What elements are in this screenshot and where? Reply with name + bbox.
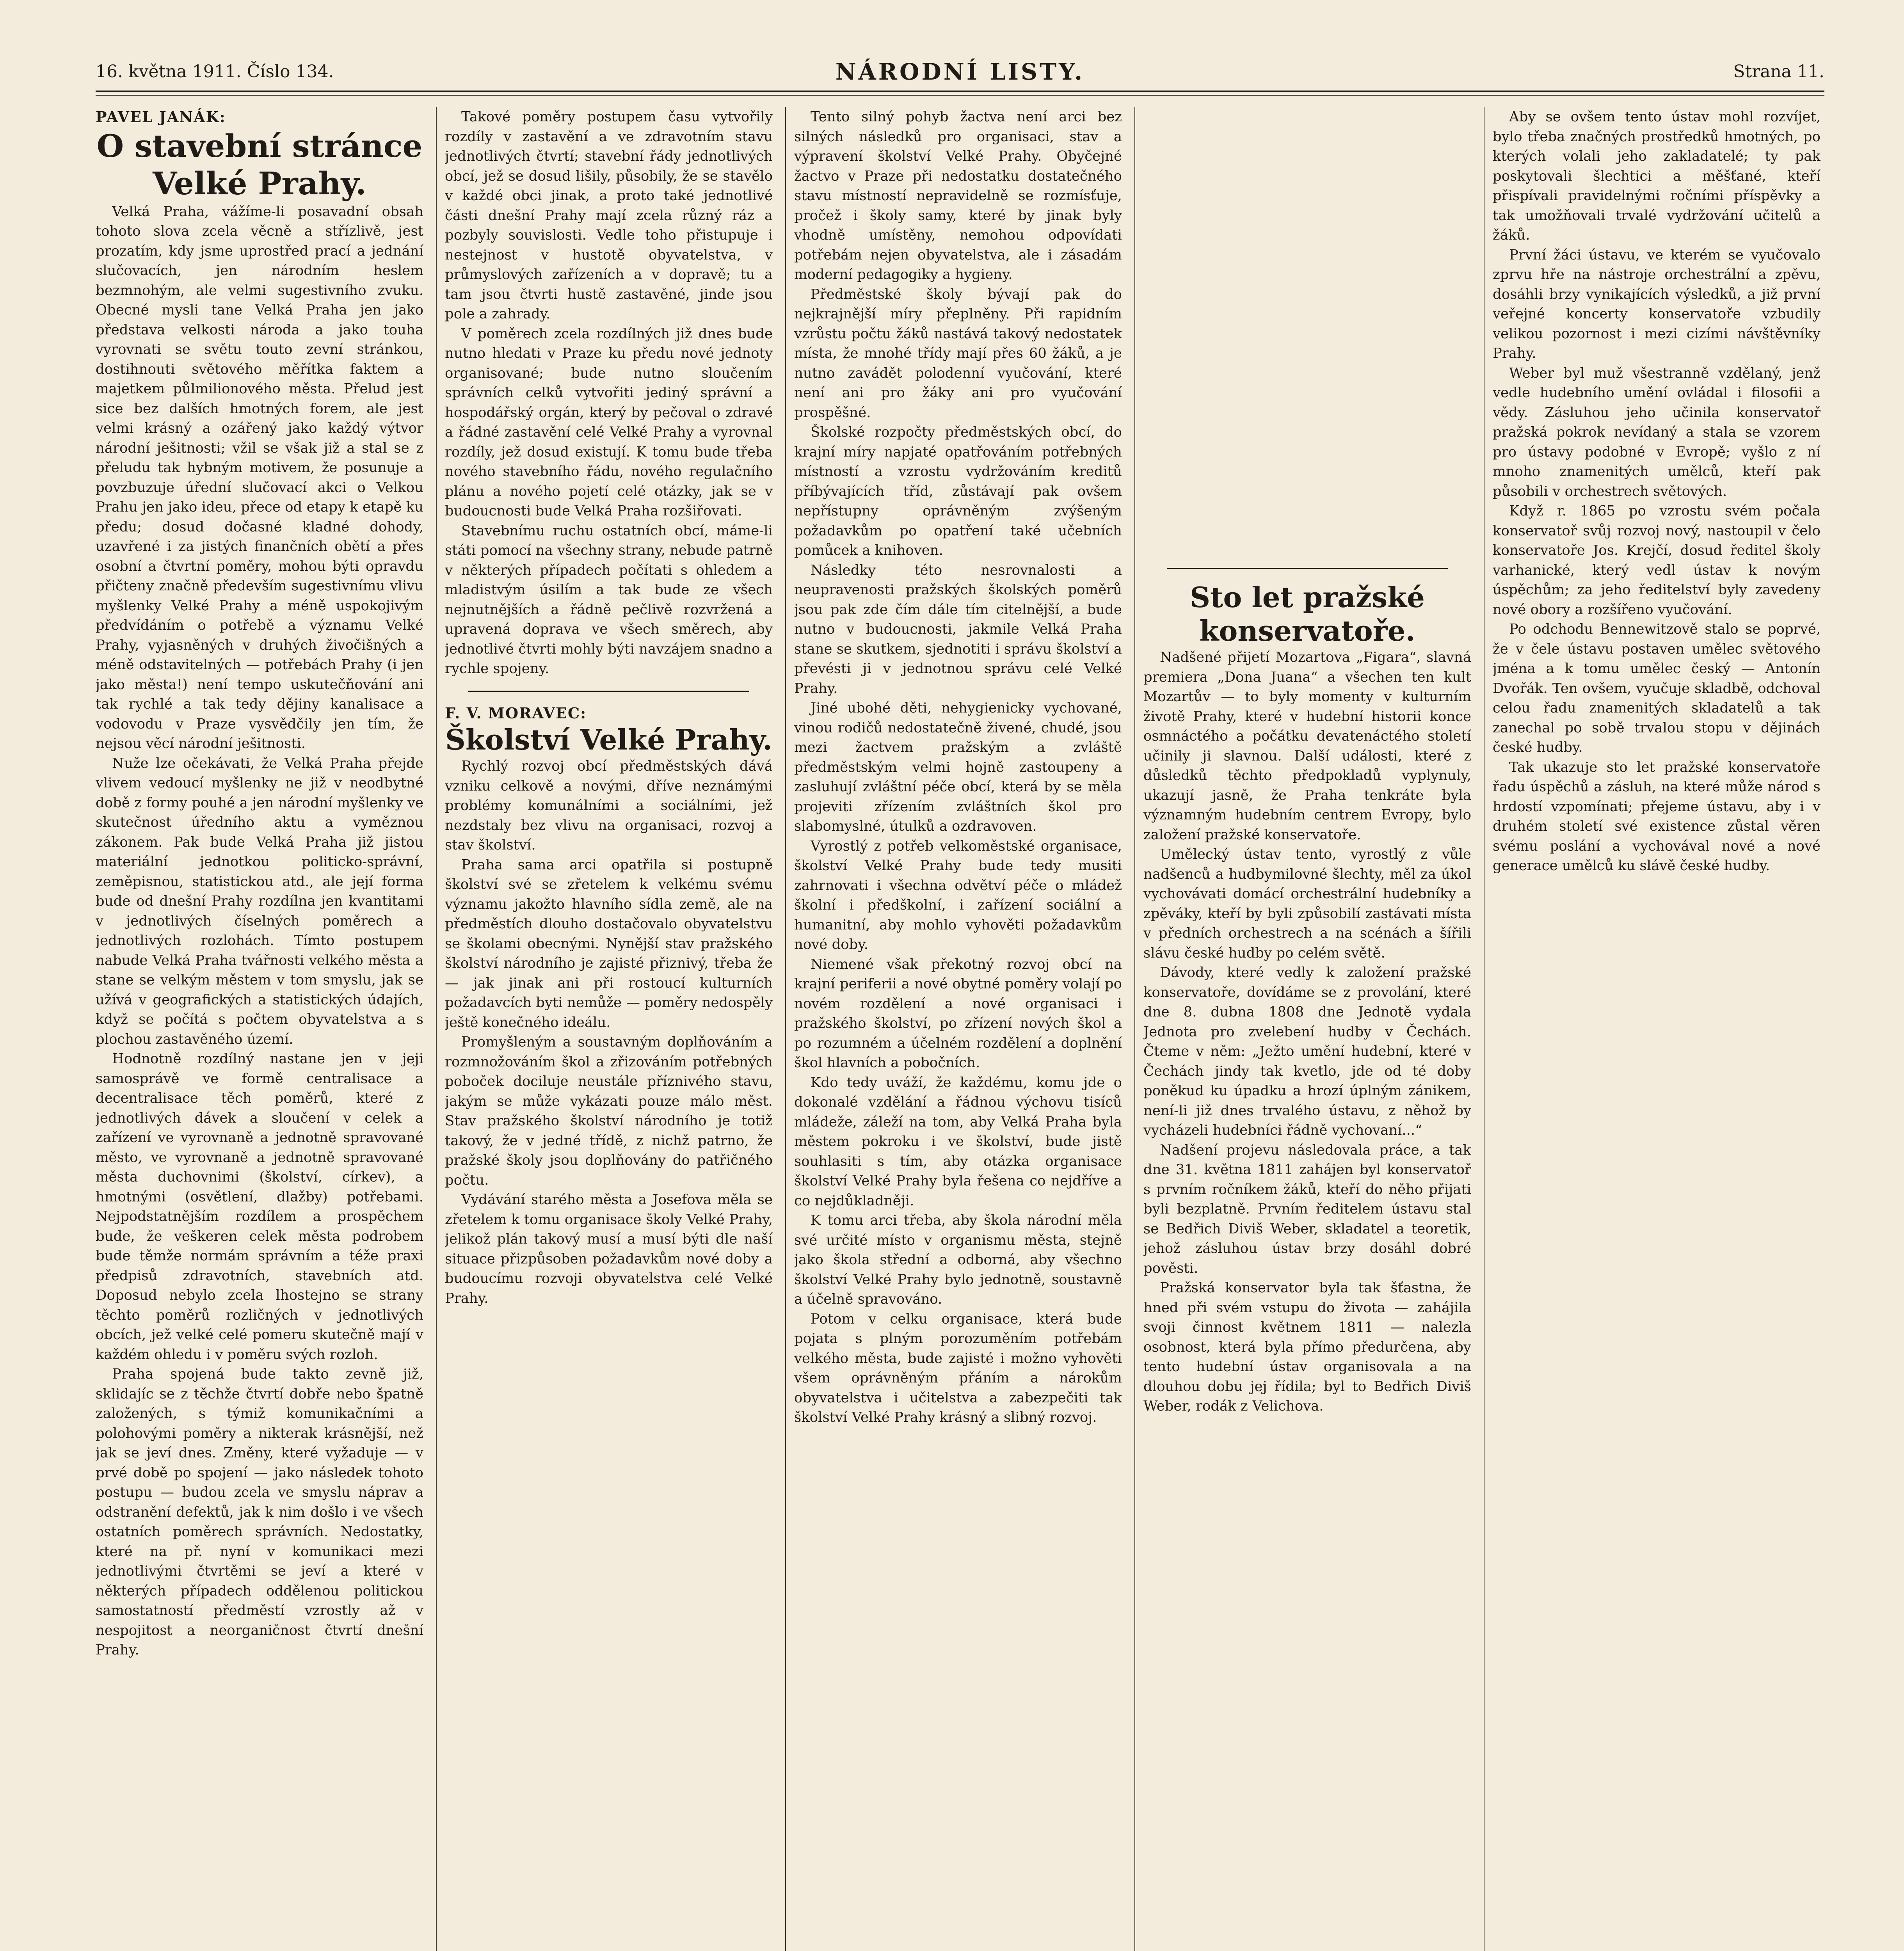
- column-4: [1143, 107, 1471, 1951]
- issue-date: 16. května 1911. Číslo 134.: [96, 62, 334, 82]
- article3-paragraph: Když r. 1865 po vzrostu svém počala konservatoř svůj rozvoj nový, nastoupil v čelo konservatoře Jos. Krejčí, dosud ředitel školy varhanické, který vedl ústav k novým úspěchům; za jeho ředitelství byly zavedeny nové obory a rozšířeno vyučování.: [1493, 503, 1820, 618]
- article1-paragraph: Velká Praha, vážíme-li posavadní obsah tohoto slova zcela věcně a střízlivě, jest prozatím, kdy jsme uprostřed prací a jednání slučovacích, jen národním heslem bezmnohým, ale velmi sugestivního zvuku. Obecné mysli tane Velká Praha jen jako představa velkosti národa a jako touha vyrovnati se světu touto zevní stránkou, dostihnouti světového měřítka faktem a majetkem půlmilionového města. Přelud jest sice bez dalších hmotných forem, ale jest velmi krásný a ozářený jako každý výtvor národní ješitnosti; vžil se však již a stal se z přeludu tak hybným motivem, že posunuje a povzbuzuje úřední slučovací akci o Velkou Prahu jen jako ideu, přece od etapy k etapě ku předu; dosud dočasné kladné dohody, uzavřené i za jistých finančních obětí a přes osobní a čtvrtní poměry, mohou býti opravdu přičteny značně především sugestivnímu vlivu myšlenky Velké Prahy a méně uspokojivým předvídáním o potřebě a významu Velké Prahy, vyjasněných v druhých živočišných a méně odstavitelných — potřebách Prahy (i jen jako města!) není tempo uskutečňování ani tak rychlé a tak tedy dějiny kanalisace a vodovodu v Praze vysvědčily jen tím, že nejsou věcí národní ješitnosti.: [96, 203, 423, 752]
- article1-paragraph: Stavebnímu ruchu ostatních obcí, máme-li státi pomocí na všechny strany, nebude patrně v některých případech počítati s ohledem a mladistvým úsilím a tak bude ze všech nejnutnějších a řádně pečlivě rozvržená a upravená doprava ve všech směrech, aby jednotlivé čtvrti mohly býti navzájem snadno a rychle spojeny.: [445, 522, 773, 677]
- page-number: Strana 11.: [1733, 62, 1824, 82]
- masthead-rule: [96, 91, 1824, 96]
- column-2: [445, 107, 773, 1951]
- article2-paragraph: Vydávání starého města a Josefova měla se zřetelem k tomu organisace školy Velké Prahy, jelikož plán takový musí a musí býti dle naší situace přizpůsoben požadavkům nové doby a budoucímu rozvoji obyvatelstva celé Velké Prahy.: [445, 1192, 773, 1306]
- article3-paragraph: Weber byl muž všestranně vzdělaný, jenž vedle hudebního umění ovládal i filosofii a vědy. Zásluhou jeho učinila konservatoř pražská pokrok nevídaný a stala se vzorem pro ústavy podobné v Evropě; vyšlo z ní mnoho znamenitých umělců, kteří pak působili v orchestrech světových.: [1493, 365, 1820, 499]
- article3-paragraph: Po odchodu Bennewitzově stalo se poprvé, že v čele ústavu postaven umělec světového jména a k tomu umělec český — Antonín Dvořák. Ten ovšem, vyučuje skladbě, odchoval celou řadu znamenitých skladatelů a tak zanechal po sobě trvalou stopu v dějinách české hudby.: [1493, 621, 1820, 755]
- article2-headline: Školství Velké Prahy.: [445, 723, 773, 756]
- article3-paragraph: Nadšené přijetí Mozartova „Figara“, slavná premiera „Dona Juana“ a všechen ten kult Mozartův — to byly momenty v kulturním životě Prahy, které v hudební historii konce osmnáctého a počátku devatenáctého století učinily ji slavnou. Další události, které z důsledků těchto předpokladů vyplynuly, ukazují jasně, že Praha tenkráte byla významným hudebním centrem Evropy, bylo založení pražské konservatoře.: [1143, 649, 1471, 843]
- article1-paragraph: Hodnotně rozdílný nastane jen v jeji samosprávě ve formě centralisace a decentralisace těch poměrů, které z jednotlivých dávek a sloučení v celek a zařízení ve vyrovnaně a jednotně spravované město, ve vyrovnaně a jednotně spravované města duchovnimi (školství, církev), a hmotnými (osvětlení, dlažby) potřebami. Nejpodstatnějším rozdílem a prospěchem bude, že veškeren celek města podrobem bude těmže normám správním a téže praxi předpisů zdravotních, stavebních atd. Doposud nebylo zcela lhostejno se strany těchto poměrů rozličných v jednotlivých obcích, jež velké celé pomeru skutečně mají v každém ohledu i v poměru svých rozloh.: [96, 1051, 423, 1363]
- article1-author: PAVEL JANÁK:: [96, 108, 226, 126]
- article1-headline: O stavební stránce Velké Prahy.: [96, 127, 423, 202]
- article1-paragraph: V poměrech zcela rozdílných již dnes bude nutno hledati v Praze ku předu nové jednoty organisované; bude nutno sloučením správních celků vytvořiti jediný správní a hospodářský orgán, který by pečoval o zdravé a řádné zastavění celé Velké Prahy a vyrovnal rozdíly, jež dosud existují. K tomu bude třeba nového stavebního řádu, nového regulačního plánu a nového pojetí celé otázky, jak se v budoucnosti bude Velká Praha rozšiřovati.: [445, 325, 773, 519]
- article2-paragraph: Předměstské školy bývají pak do nejkrajnější míry přeplněny. Při rapidním vzrůstu počtu žáků nastává takový nedostatek místa, že mnohé třídy mají přes 60 žáků, a je nutno zavádět polodenní vyučování, které není ani pro žáky ani pro vyučování prospěšné.: [794, 286, 1122, 421]
- article1-paragraph: Praha spojená bude takto zevně již, sklidajíc se z těchže čtvrtí dobře nebo špatně založených, s týmiž komunikačními a polohovými poměry a nikterak krásnější, než jak se jeví dnes. Změny, které vyžaduje — v prvé době po spojení — jako následek tohoto postupu — budou zcela ve smyslu náprav a odstranění defektů, jak k nim došlo i ve všech ostatních poměrech správních. Nedostatky, které na př. nyní v komunikaci mezi jednotlivými čtvrtěmi se jeví a které v některých případech oddělenou politickou samostatností předměstí vzrostly až v nespojitost a neorganičnost čtvrtí dnešní Prahy.: [96, 1366, 423, 1658]
- column-3: [794, 107, 1122, 1951]
- article2-paragraph: K tomu arci třeba, aby škola národní měla své určité místo v organismu města, stejně jako škola střední a odborná, aby všechno školství Velké Prahy bylo jednotně, soustavně a účelně spravováno.: [794, 1212, 1122, 1307]
- article2-paragraph: Vyrostlý z potřeb velkoměstské organisace, školství Velké Prahy bude tedy musiti zahrnovati i všechna odvětví péče o mládež školní i předškolní, i zařízení sociální a humanitní, aby mohlo vyhověti požadavkům nové doby.: [794, 838, 1122, 952]
- column-5: [1493, 107, 1820, 1951]
- article3-paragraph: Aby se ovšem tento ústav mohl rozvíjet, bylo třeba značných prostředků hmotných, po kterých volali jeho zakladatelé; ty pak poskytovali šlechtici a měšťané, kteří přispívali pravidelnými ročními příspěvky a tak umožňovali trvalé vydržování učitelů a žáků.: [1493, 109, 1820, 243]
- article2-paragraph: Promyšleným a soustavným doplňováním a rozmnožováním škol a zřizováním potřebných poboček dociluje neustále příznivého stavu, jakým se může vykázati pouze málo měst. Stav pražského školství národního je totiž takový, že v jedné třídě, z nichž patrno, že pražské školy jsou doplňovány do patřičného počtu.: [445, 1034, 773, 1188]
- article2-paragraph: Rychlý rozvoj obcí předměstských dává vzniku celkově a novými, dříve neznámými problémy komunálními a sociálními, jež nezdstaly bez vlivu na organisaci, rozvoj a stav školství.: [445, 758, 773, 853]
- column-divider: [785, 107, 786, 1951]
- article2-paragraph: Kdo tedy uváží, že každému, komu jde o dokonalé vzdělání a řádnou výchovu tisíců mládeže, záleží na tom, aby Velká Praha byla městem pokroku i ve školství, bude jistě souhlasiti s tím, aby otázka organisace školství Velké Prahy byla řešena co nejdříve a co nejdůkladněji.: [794, 1074, 1122, 1209]
- column-1: [96, 107, 423, 1951]
- article-separator: [1167, 568, 1448, 569]
- article3-paragraph: První žáci ústavu, ve kterém se vyučovalo zprvu hře na nástroje orchestrální a zpěvu, dosáhli brzy vynikajících výsledků, a již první veřejné koncerty konservatoře vzbudily velikou pozornost i mezi cizími návštěvníky Prahy.: [1493, 247, 1820, 361]
- column-divider: [1134, 107, 1135, 1951]
- article2-paragraph: Praha sama arci opatřila si postupně školství své se zřetelem k velkému svému významu jakožto hlavního sídla země, ale na předměstích dlouho dostačovalo obyvatelstvu se školami obecnými. Nynější stav pražského školství národního je zajisté přiznivý, třeba že — jak jinak ani při rostoucí kulturních požadavcích byti nemůže — poměry nedospěly ještě konečného ideálu.: [445, 856, 773, 1031]
- column-4-top-continuation: [1143, 107, 1471, 556]
- article2-paragraph: Niemené však překotný rozvoj obcí na krajní periferii a nové obytné poměry volají po novém rozdělení a nové organisaci i pražského školství, po zřízení nových škol a po rozumném a účelném rozdělení a doplnění škol hlavních a pobočních.: [794, 956, 1122, 1071]
- article2-paragraph: Tento silný pohyb žactva není arci bez silných následků pro organisaci, stav a výpravení školství Velké Prahy. Obyčejné žactvo v Praze při nedostatku dostatečného stavu místností nepravidelně se rozmísťuje, pročež i školy samy, které by jinak byly vhodně umístěny, nemohou odpovídati potřebám nejen obyvatelstva, ale i zásadám moderní pedagogiky a hygieny.: [794, 109, 1122, 283]
- article2-author: F. V. MORAVEC:: [445, 704, 587, 722]
- article3-paragraph: Pražská konservator byla tak šťastna, že hned při svém vstupu do života — zahájila svoji činnost květnem 1811 — nalezla osobnost, která byla přímo předurčena, aby tento hudební ústav organisovala a na dlouhou dobu jej řídila; byl to Bedřich Diviš Weber, rodák z Velichova.: [1143, 1280, 1471, 1414]
- column-divider: [436, 107, 437, 1951]
- masthead: [96, 59, 1824, 86]
- article2-paragraph: Následky této nesrovnalosti a neupravenosti pražských školských poměrů jsou pak zde čím dále tím citelnější, a bude nutno v budoucnosti, jakmile Velká Praha stane se skutkem, sjednotiti i správu školství a převésti ji v jednotnou správu celé Velké Prahy.: [794, 562, 1122, 697]
- article3-paragraph: Umělecký ústav tento, vyrostlý z vůle nadšenců a hudbymilovné šlechty, měl za úkol vychovávati domácí orchestrální hudebníky a zpěváky, kteří by byli způsobilí zastávati místa v předních orchestrech a na scénách a šířili slávu české hudby po celém světě.: [1143, 846, 1471, 961]
- article2-paragraph: Školské rozpočty předměstských obcí, do krajní míry napjaté opatřováním potřebných místností a vzrostu vydržováním kreditů příbývajících tříd, zůstávají pak ovšem nepřístupny oprávněným zvýšeným požadavkům po opatření také učebních pomůcek a knihoven.: [794, 424, 1122, 558]
- newspaper-title: NÁRODNÍ LISTY.: [835, 59, 1085, 85]
- article3-paragraph: Tak ukazuje sto let pražské konservatoře řadu úspěchů a zásluh, na které může národ s hrdostí vzpomínati; přejeme ústavu, aby i v druhém století své existence zůstal věren svému poslání a vychovával nové a nové generace umělců ku slávě české hudby.: [1493, 759, 1820, 874]
- article1-paragraph: Takové poměry postupem času vytvořily rozdíly v zastavění a ve zdravotním stavu jednotlivých čtvrtí; stavební řády jednotlivých obcí, jež se dosud lišily, působily, že se stavělo v každé obci jinak, a proto také jednotlivé části dnešní Prahy mají zcela různý ráz a pozbyly souvislosti. Vedle toho přistupuje i nestejnost v hustotě obyvatelstva, v průmyslových zařízeních a v dopravě; tu a tam jsou čtvrti hustě zastavěné, jinde jsou pole a zahrady.: [445, 109, 773, 322]
- article2-paragraph: Potom v celku organisace, která bude pojata s plným porozuměním potřebám velkého města, bude zajisté i možno vyhověti všem oprávněným přáním a nárokům obyvatelstva i učitelstva a zabezpečiti tak školství Velké Prahy krásný a slibný rozvoj.: [794, 1311, 1122, 1425]
- article3-paragraph: Dávody, které vedly k založení pražské konservatoře, dovídáme se z provolání, které dne 8. dubna 1808 dne Jednotě vydala Jednota pro zvelebení hudby v Čechách. Čteme v něm: „Ježto umění hudební, které v Čechách jindy tak kvetlo, jde od té doby poněkud ku úpadku a hrozí úplným zánikem, není-li již dnes trvalého ústavu, z něhož by vycházeli hudebníci řádně vychovaní...“: [1143, 965, 1471, 1138]
- article-separator: [468, 691, 749, 692]
- article3-paragraph: Nadšení projevu následovala práce, a tak dne 31. května 1811 zahájen byl konservatoř s prvním ročníkem žáků, kteří do něho přijati byli bezplatně. Prvním ředitelem ústavu stal se Bedřich Diviš Weber, skladatel a teoretik, jehož zásluhou ústav brzy dosáhl dobré pověsti.: [1143, 1142, 1471, 1276]
- article1-paragraph: Nuže lze očekávati, že Velká Praha přejde vlivem vedoucí myšlenky ne již v neodbytné době z formy pouhé a jen národní myšlenky ve skutečnost úředního aktu a vyměznou zákonem. Pak bude Velká Praha již jistou materiální jednotkou politicko-správní, zeměpisnou, statistickou atd., ale její forma bude od dnešní Prahy rozdílna jen kvantitami v jednotlivých číselných poměrech a jednotlivých rozlohách. Tímto postupem nabude Velká Praha tvářnosti velkého města a stane se velkým městem v tom smyslu, jak se užívá v geografických a statistických údajích, když se počítá s počtem obyvatelstva a s plochou zastavěného území.: [96, 755, 423, 1047]
- article3-headline: Sto let pražské konservatoře.: [1190, 581, 1425, 647]
- article2-paragraph: Jiné ubohé děti, nehygienicky vychované, vinou rodičů nedostatečně živené, chudé, jsou mezi žactvem pražským a zvláště předměstským velmi hojně zastoupeny a zasluhují zvláštní péče obcí, která by se měla projeviti zřízením zvláštních škol pro slabomyslné, útulků a ozdravoven.: [794, 700, 1122, 834]
